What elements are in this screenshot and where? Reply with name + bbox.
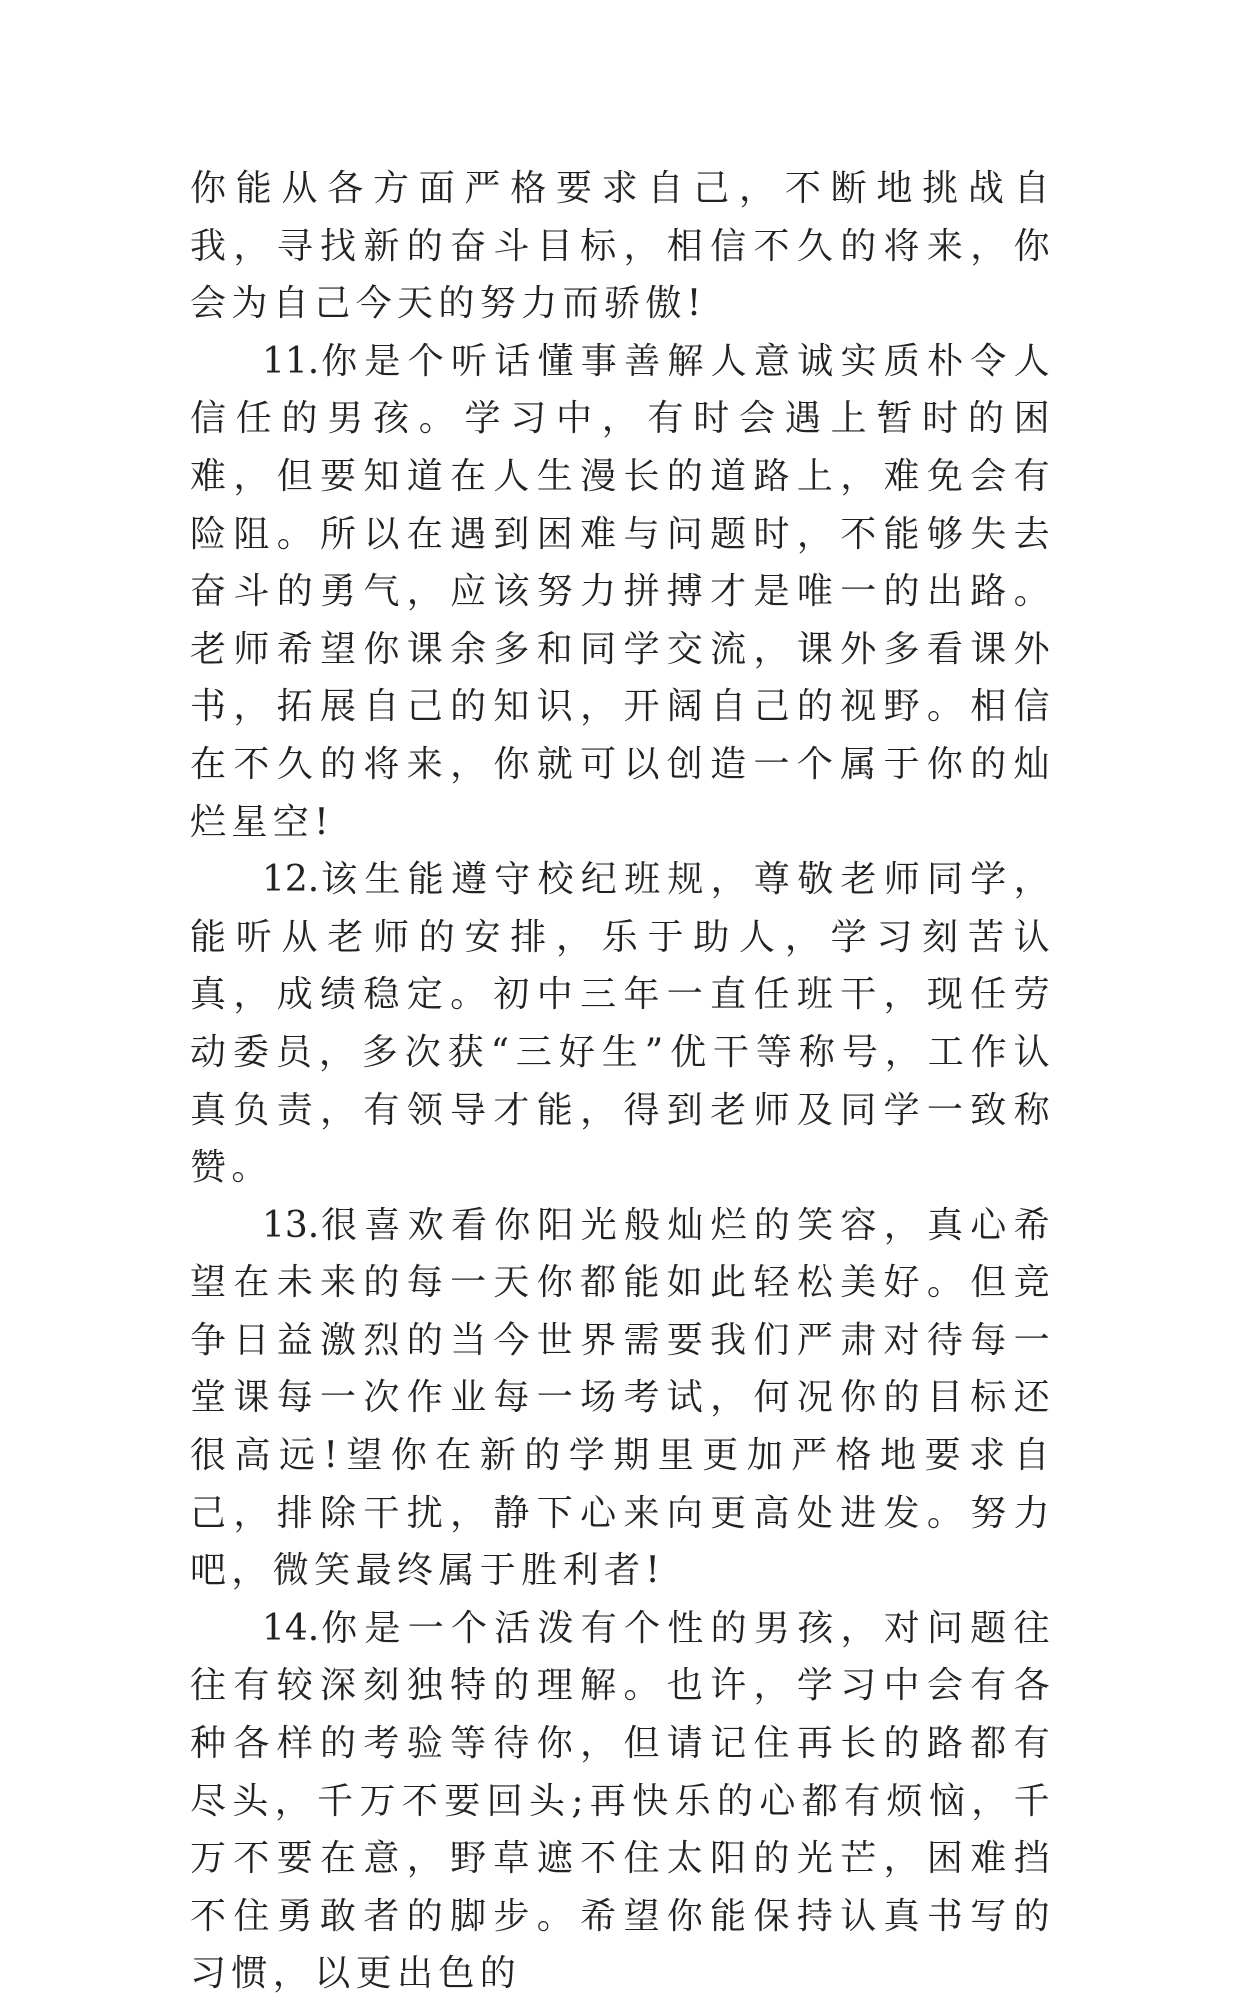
paragraph-number: 13. <box>262 1204 320 1246</box>
paragraph-text: 你是个听话懂事善解人意诚实质朴令人信任的男孩。学习中，有时会遇上暂时的困难，但要知道在人生漫长的道路上，难免会有险阻。所以在遇到困难与问题时，不能够失去奋斗的勇气，应该努力拼搏才是唯一的出路。老师希望你课余多和同学交流，课外多看课外书，拓展自己的知识，开阔自己的视野。相信在不久的将来，你就可以创造一个属于你的灿烂星空! <box>190 340 1055 843</box>
paragraph-number: 12. <box>262 859 320 901</box>
paragraph-11 <box>190 333 1055 851</box>
paragraph-text: 你是一个活泼有个性的男孩，对问题往往有较深刻独特的理解。也许，学习中会有各种各样的考验等待你，但请记住再长的路都有尽头，千万不要回头;再快乐的心都有烦恼，千万不要在意，野草遮不住太阳的光芒，困难挡不住勇敢者的脚步。希望你能保持认真书写的习惯，以更出色的 <box>190 1607 1055 1995</box>
paragraph-text: 该生能遵守校纪班规，尊敬老师同学，能听从老师的安排，乐于助人，学习刻苦认真，成绩稳定。初中三年一直任班干，现任劳动委员，多次获“三好生”优干等称号，工作认真负责，有领导才能，得到老师及同学一致称赞。 <box>190 859 1055 1189</box>
paragraph-13 <box>190 1197 1055 1600</box>
paragraph-number: 14. <box>262 1607 320 1649</box>
paragraph-number: 11. <box>262 340 320 382</box>
document-body <box>190 160 1055 2003</box>
paragraph-12 <box>190 851 1055 1197</box>
paragraph-text: 你能从各方面严格要求自己，不断地挑战自我，寻找新的奋斗目标，相信不久的将来，你会为自己今天的努力而骄傲! <box>190 168 1055 325</box>
paragraph-14 <box>190 1600 1055 2003</box>
paragraph-text: 很喜欢看你阳光般灿烂的笑容，真心希望在未来的每一天你都能如此轻松美好。但竞争日益激烈的当今世界需要我们严肃对待每一堂课每一次作业每一场考试，何况你的目标还很高远!望你在新的学期里更加严格地要求自己，排除干扰，静下心来向更高处进发。努力吧，微笑最终属于胜利者! <box>190 1204 1055 1592</box>
paragraph-continuation <box>190 160 1055 333</box>
